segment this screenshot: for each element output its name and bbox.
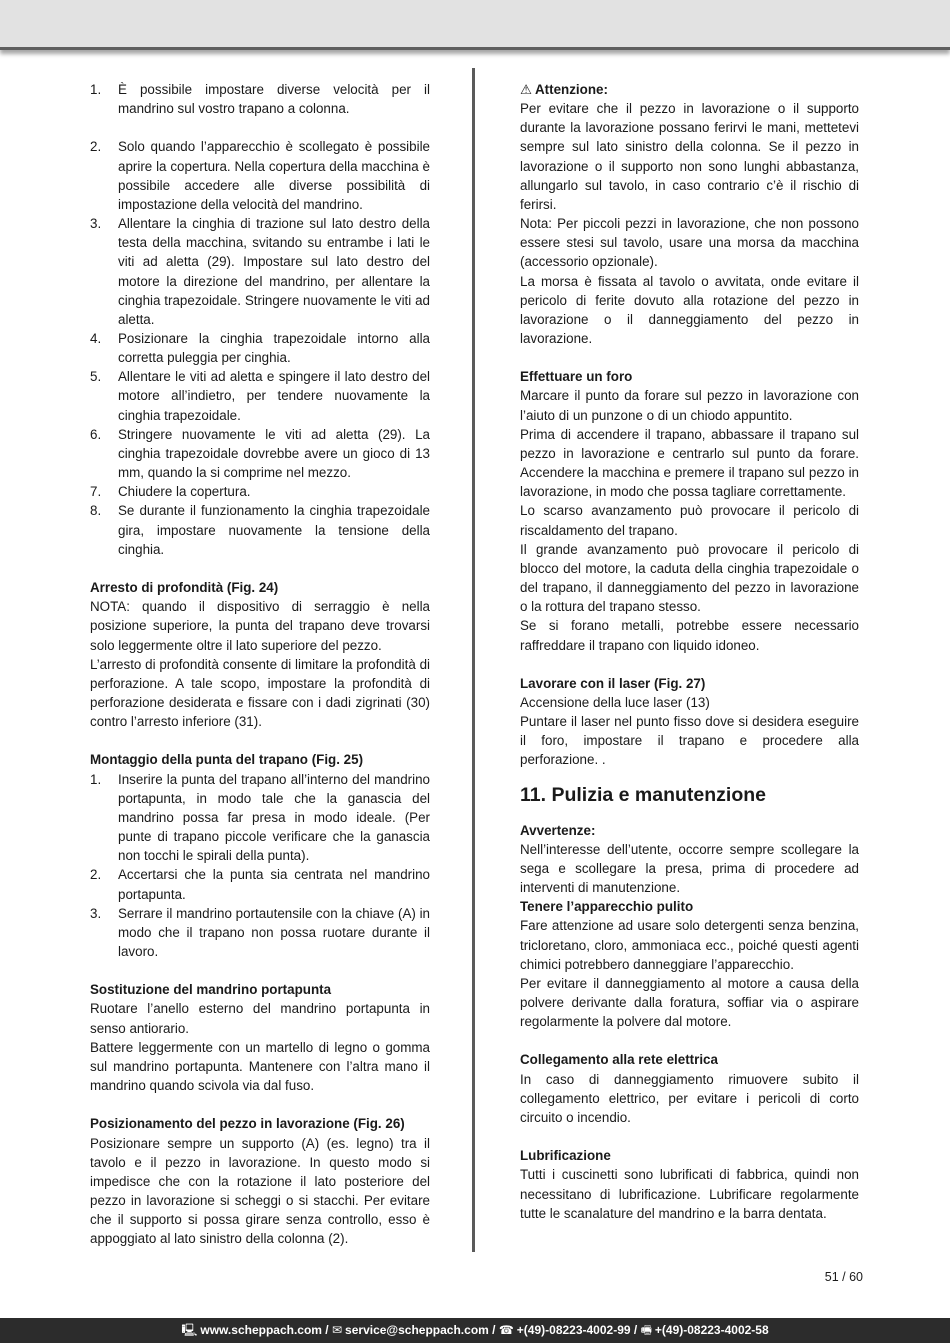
paragraph: Il grande avanzamento può provocare il pericolo di blocco del motore, la caduta della cinghia trapezoidale o del trapano, il danneggiamento del pezzo in lavorazione o la rottura del trapano stesso. xyxy=(520,541,859,615)
paragraph: Tutti i cuscinetti sono lubrificati di fabbrica, quindi non necessitano di lubrificazione. Lubrificare regolarmente tutte le scanalature del mandrino e la barra dentata. xyxy=(520,1167,859,1221)
list-item: 7. Chiudere la copertura. xyxy=(90,484,251,500)
right-column xyxy=(520,80,859,1223)
list-item: 1. Inserire la punta del trapano all’interno del mandrino portapunta, in modo tale che la ganascia del mandrino possa far presa in modo ideale. (Per punte di trapano piccole verificare che la ganascia non tocchi le spirali della punta). xyxy=(90,771,430,864)
list-item: 8. Se durante il funzionamento la cinghia trapezoidale gira, impostare nuovamente la tensione della cinghia. xyxy=(90,503,430,557)
paragraph: Posizionare sempre un supporto (A) (es. legno) tra il tavolo e il pezzo in lavorazione. In questo modo si impedisce che con la rotazione il lato posteriore del pezzo in lavorazione si scheggi o si stacchi. Per evitare che il supporto si possa girare senza controllo, esso è appoggiato al lato sinistro della colonna (2). xyxy=(90,1135,430,1247)
section-heading: Collegamento alla rete elettrica xyxy=(520,1052,718,1068)
list-item: 6. Stringere nuovamente le viti ad aletta (29). La cinghia trapezoidale dovrebbe avere un gioco di 13 mm, quando la si comprime nel mezzo. xyxy=(90,426,430,481)
paragraph: Fare attenzione ad usare solo detergenti senza benzina, tricloretano, cloro, ammoniaca ecc., poiché questi agenti chimici potrebbero danneggiare l’apparecchio. xyxy=(520,918,859,972)
separator: / xyxy=(321,1323,332,1337)
spacer xyxy=(90,1095,430,1114)
paragraph: Battere leggermente con un martello di legno o gomma sul mandrino portapunta. Mantenere con l’altra mano il mandrino quando scivola via dal fuso. xyxy=(90,1039,430,1094)
attention-heading: ⚠ Attenzione: xyxy=(520,80,859,99)
paragraph: Puntare il laser nel punto fisso dove si desidera eseguire il foro, impostare il trapano e procedere alla perforazione. . xyxy=(520,714,859,768)
warning-icon: ⚠ xyxy=(520,82,533,97)
section-heading: Sostituzione del mandrino portapunta xyxy=(90,982,332,998)
section-heading: Tenere l’apparecchio pulito xyxy=(520,899,694,915)
paragraph: Se si forano metalli, potrebbe essere necessario raffreddare il trapano con liquido idoneo. xyxy=(520,618,859,653)
left-column xyxy=(90,80,430,1248)
spacer xyxy=(90,731,430,750)
list-item: 1. È possibile impostare diverse velocità per il mandrino sul vostro trapano a colonna. xyxy=(90,82,430,117)
paragraph: Per evitare il danneggiamento al motore a causa della polvere derivante dalla foratura, soffiar via o aspirare regolarmente la polvere dal motore. xyxy=(520,975,859,1030)
section-heading: Posizionamento del pezzo in lavorazione (Fig. 26) xyxy=(90,1116,405,1132)
spacer xyxy=(520,1127,859,1146)
paragraph: Ruotare l’anello esterno del mandrino portapunta in senso antiorario. xyxy=(90,1001,430,1036)
paragraph: Accensione della luce laser (13) xyxy=(520,694,710,710)
phone-number: +(49)-08223-4002-99 xyxy=(516,1323,631,1337)
list-item: 3. Serrare il mandrino portautensile con la chiave (A) in modo che il trapano non possa ruotare durante il lavoro. xyxy=(90,905,430,959)
header-band xyxy=(0,0,950,50)
list-item: 3. Allentare la cinghia di trazione sul lato destro della testa della macchina, svitando su entrambe i lati le viti ad aletta (29). Impostare sul lato destro del motore la direzione del mandrino, per allentare la cinghia trapezoidale. Stringere nuovamente le viti ad aletta. xyxy=(90,216,430,327)
section-heading: Effettuare un foro xyxy=(520,369,633,385)
list-item: 5. Allentare le viti ad aletta e spingere il lato destro del motore all’indietro, per tendere nuovamente la cinghia trapezoidale. xyxy=(90,369,430,423)
paragraph: In caso di danneggiamento rimuovere subito il collegamento elettrico, per evitare i pericoli di corto circuito o incendio. xyxy=(520,1071,859,1125)
fax-number: +(49)-08223-4002-58 xyxy=(654,1323,769,1337)
spacer xyxy=(520,348,859,367)
fax-icon: 🖷 xyxy=(640,1323,652,1337)
spacer xyxy=(90,559,430,578)
section-heading: Arresto di profondità (Fig. 24) xyxy=(90,580,279,596)
website-link[interactable]: www.scheppach.com xyxy=(200,1323,322,1337)
section-heading: Montaggio della punta del trapano (Fig. 25) xyxy=(90,752,364,768)
section-heading: Lavorare con il laser (Fig. 27) xyxy=(520,675,706,691)
separator: / xyxy=(488,1323,499,1337)
email-link[interactable]: service@scheppach.com xyxy=(345,1323,489,1337)
column-divider xyxy=(472,68,475,1252)
paragraph: Per evitare che il pezzo in lavorazione o il supporto durante la lavorazione possano ferirvi le mani, mettetevi sempre sul lato sinistro della colonna. Se il pezzo in lavorazione o il supporto non sono lunghi abbastanza, allungarlo sul tavolo, in caso contrario c’è il rischio di ferirsi. xyxy=(520,101,859,212)
paragraph: Nell’interesse dell’utente, occorre sempre scollegare la sega e scollegare la presa, prima di procedere ad interventi di manutenzione. xyxy=(520,841,859,896)
section-heading: Lubrificazione xyxy=(520,1148,611,1164)
section-heading: Avvertenze: xyxy=(520,822,596,838)
spacer xyxy=(90,118,430,137)
page-number: 51 / 60 xyxy=(824,1270,863,1284)
list-item: 2. Accertarsi che la punta sia centrata nel mandrino portapunta. xyxy=(90,867,430,902)
phone-icon: ☎ xyxy=(498,1323,514,1337)
spacer xyxy=(520,1031,859,1050)
spacer xyxy=(520,655,859,674)
list-item: 2. Solo quando l’apparecchio è scollegato è possibile aprire la copertura. Nella copertura della macchina è possibile accedere alle diverse possibilità di impostazione della velocità del mandrino. xyxy=(90,139,430,212)
paragraph: Lo scarso avanzamento può provocare il pericolo di riscaldamento del trapano. xyxy=(520,503,859,538)
paragraph: Nota: Per piccoli pezzi in lavorazione, che non possono essere stesi sul tavolo, usare una morsa da macchina (accessorio opzionale). xyxy=(520,216,859,270)
footer-bar xyxy=(0,1318,950,1343)
spacer xyxy=(90,961,430,980)
chapter-title: 11. Pulizia e manutenzione xyxy=(520,783,766,806)
mail-icon: ✉ xyxy=(331,1323,343,1337)
paragraph: Marcare il punto da forare sul pezzo in lavorazione con l’aiuto di un punzone o di un chiodo appuntito. xyxy=(520,388,859,423)
list-item: 4. Posizionare la cinghia trapezoidale intorno alla corretta puleggia per cinghia. xyxy=(90,331,430,366)
paragraph: Prima di accendere il trapano, abbassare il trapano sul pezzo in lavorazione e centrarlo sul punto da forare. Accendere la macchina e premere il trapano sul pezzo in lavorazione, in modo che possa tagliare correttamente. xyxy=(520,426,859,500)
bit-mount-list xyxy=(90,770,430,962)
paragraph: La morsa è fissata al tavolo o avvitata, onde evitare il pericolo di ferite dovuto alla rotazione del pezzo in lavorazione o il danneggiamento del pezzo in lavorazione. xyxy=(520,273,859,347)
belt-steps-list xyxy=(90,80,430,559)
separator: / xyxy=(630,1323,641,1337)
paragraph: NOTA: quando il dispositivo di serraggio è nella posizione superiore, la punta del trapano deve trovarsi solo leggermente oltre il lato superiore del pezzo. xyxy=(90,599,430,653)
paragraph: L’arresto di profondità consente di limitare la profondità di perforazione. A tale scopo, impostare la profondità di perforazione desiderata e fissare con i dadi zigrinati (30) contro l’arresto inferiore (31). xyxy=(90,656,430,730)
computer-icon: 🖳 xyxy=(181,1323,198,1337)
